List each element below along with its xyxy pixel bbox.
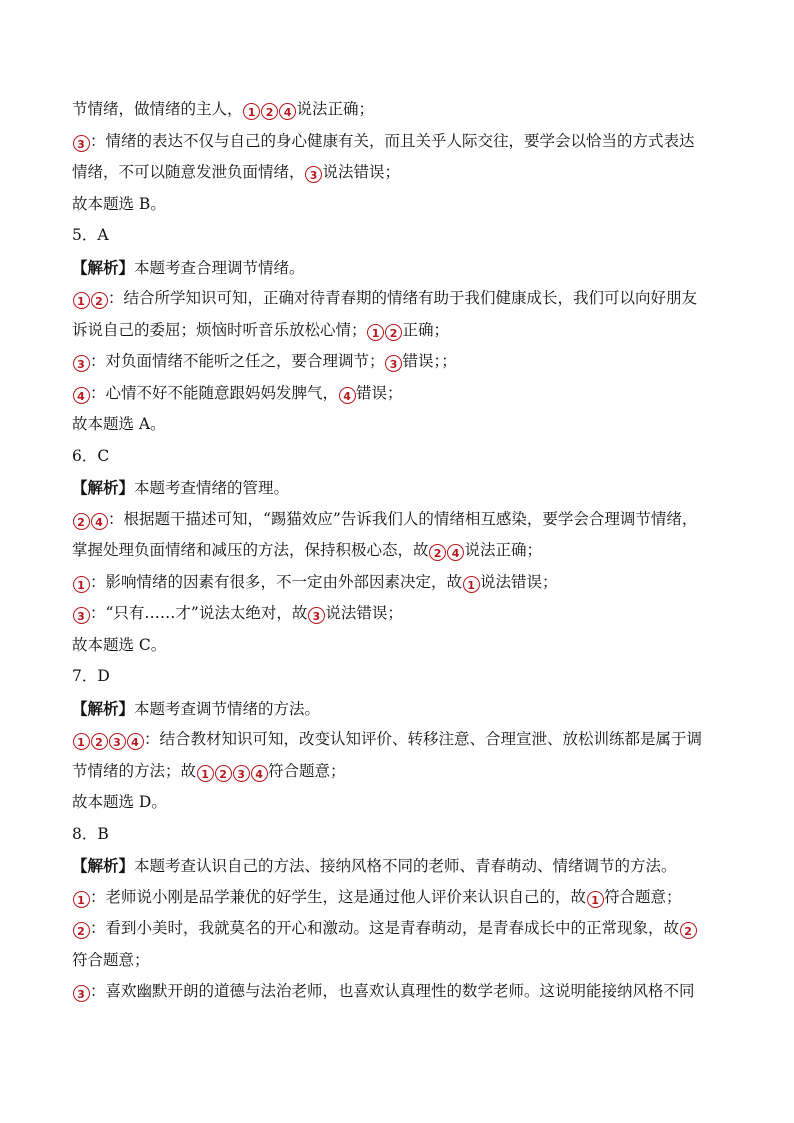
text-segment: ：喜欢幽默开朗的道德与法治老师，也喜欢认真理性的数学老师。这说明能接纳风格不同: [90, 982, 695, 1000]
text-segment: 说法错误；: [480, 572, 558, 591]
analysis-tag: 【解析】: [72, 856, 135, 875]
text-line: [72, 472, 722, 504]
document-body: [72, 94, 722, 1008]
circled-number: 3: [385, 355, 402, 372]
text-segment: 8．B: [72, 824, 109, 843]
text-segment: 掌握处理负面情绪和减压的方法，保持积极心态，故: [72, 541, 429, 559]
circled-number: 2: [215, 765, 232, 782]
analysis-tag: 【解析】: [72, 478, 135, 497]
circled-number: 1: [197, 765, 214, 782]
text-segment: 说法正确；: [296, 100, 375, 118]
text-segment: 符合题意；: [604, 887, 682, 906]
circled-number: 3: [73, 607, 90, 624]
text-segment: ：情绪的表达不仅与自己的身心健康有关，而且关乎人际交往，要学会以恰当的方式表达: [90, 131, 695, 150]
text-segment: 说法正确；: [464, 541, 543, 559]
circled-number: 2: [385, 324, 402, 341]
circled-number: 1: [463, 576, 480, 593]
circled-number: 4: [73, 387, 90, 404]
text-line: [72, 535, 722, 567]
text-segment: 错误；: [356, 383, 403, 402]
text-line: [72, 220, 722, 252]
circled-number: 3: [73, 985, 90, 1002]
text-line: [72, 189, 722, 221]
text-line: [72, 976, 722, 1008]
text-segment: 诉说自己的委屈；烦恼时听音乐放松心情；: [72, 320, 367, 339]
text-segment: 错误；；: [402, 352, 457, 370]
circled-number: 1: [243, 103, 260, 120]
text-line: [72, 598, 722, 630]
text-segment: 节情绪，做情绪的主人，: [72, 100, 243, 118]
text-line: [72, 913, 722, 945]
text-line: [72, 126, 722, 158]
circled-number: 2: [261, 103, 278, 120]
text-segment: 本题考查调节情绪的方法。: [134, 699, 321, 718]
circled-number: 3: [73, 135, 90, 152]
circled-number: 2: [429, 544, 446, 561]
circled-number: 4: [251, 765, 268, 782]
text-line: [72, 441, 722, 473]
circled-number: 4: [339, 387, 356, 404]
text-line: [72, 724, 722, 756]
text-line: [72, 567, 722, 599]
circled-number: 3: [305, 166, 322, 183]
text-segment: 符合题意；: [268, 761, 346, 780]
circled-number: 4: [127, 733, 144, 750]
text-segment: 故本题选 C。: [72, 635, 167, 654]
text-segment: 节情绪的方法；故: [72, 761, 197, 780]
text-segment: 本题考查认识自己的方法、接纳风格不同的老师、青春萌动、情绪调节的方法。: [134, 857, 677, 875]
text-segment: ：对负面情绪不能听之任之，要合理调节；: [90, 352, 385, 370]
text-segment: ：看到小美时，我就莫名的开心和激动。这是青春萌动，是青春成长中的正常现象，故: [90, 919, 680, 937]
text-segment: 符合题意；: [72, 950, 150, 969]
text-line: [72, 693, 722, 725]
circled-number: 2: [91, 292, 108, 309]
text-segment: 本题考查合理调节情绪。: [134, 258, 305, 277]
text-segment: 故本题选 D。: [72, 793, 167, 811]
circled-number: 1: [73, 733, 90, 750]
text-line: [72, 409, 722, 441]
text-line: [72, 94, 722, 126]
circled-number: 3: [109, 733, 126, 750]
text-line: [72, 945, 722, 977]
text-segment: ：根据题干描述可知，“踢猫效应”告诉我们人的情绪相互感染，要学会合理调节情绪，: [108, 509, 698, 528]
text-segment: 本题考查情绪的管理。: [134, 479, 290, 497]
circled-number: 2: [73, 922, 90, 939]
text-line: [72, 630, 722, 662]
circled-number: 4: [91, 513, 108, 530]
circled-number: 1: [73, 292, 90, 309]
text-line: [72, 157, 722, 189]
text-segment: ：结合所学知识可知，正确对待青春期的情绪有助于我们健康成长，我们可以向好朋友: [108, 289, 698, 307]
text-segment: 故本题选 B。: [72, 194, 166, 213]
circled-number: 3: [233, 765, 250, 782]
circled-number: 2: [91, 733, 108, 750]
text-line: [72, 252, 722, 284]
text-line: [72, 346, 722, 378]
text-segment: 说法错误；: [325, 604, 403, 622]
text-line: [72, 378, 722, 410]
circled-number: 4: [447, 544, 464, 561]
text-line: [72, 882, 722, 914]
text-segment: ：老师说小刚是品学兼优的好学生，这是通过他人评价来认识自己的，故: [90, 887, 587, 906]
text-segment: ：“只有……才”说法太绝对，故: [90, 604, 308, 622]
text-segment: 5．A: [72, 226, 109, 244]
analysis-tag: 【解析】: [72, 698, 135, 718]
text-line: [72, 756, 722, 788]
circled-number: 3: [308, 607, 325, 624]
text-segment: ：心情不好不能随意跟妈妈发脾气，: [90, 383, 339, 402]
circled-number: 1: [367, 324, 384, 341]
text-line: [72, 850, 722, 882]
text-segment: 情绪，不可以随意发泄负面情绪，: [72, 163, 305, 181]
circled-number: 4: [279, 103, 296, 120]
text-segment: ：影响情绪的因素有很多，不一定由外部因素决定，故: [90, 572, 463, 591]
text-line: [72, 661, 722, 693]
text-segment: 6．C: [72, 446, 110, 465]
analysis-tag: 【解析】: [72, 257, 135, 277]
text-segment: ：结合教材知识可知，改变认知评价、转移注意、合理宣泄、放松训练都是属于调: [144, 730, 703, 748]
circled-number: 1: [73, 891, 90, 908]
text-line: [72, 819, 722, 851]
text-line: [72, 504, 722, 536]
circled-number: 2: [680, 922, 697, 939]
text-line: [72, 315, 722, 347]
text-segment: 正确；: [402, 320, 450, 339]
circled-number: 1: [587, 891, 604, 908]
text-segment: 说法错误；: [322, 163, 401, 181]
text-line: [72, 787, 722, 819]
text-line: [72, 283, 722, 315]
circled-number: 2: [73, 513, 90, 530]
circled-number: 1: [73, 576, 90, 593]
text-segment: 7．D: [72, 667, 110, 685]
circled-number: 3: [73, 355, 90, 372]
text-segment: 故本题选 A。: [72, 415, 166, 433]
